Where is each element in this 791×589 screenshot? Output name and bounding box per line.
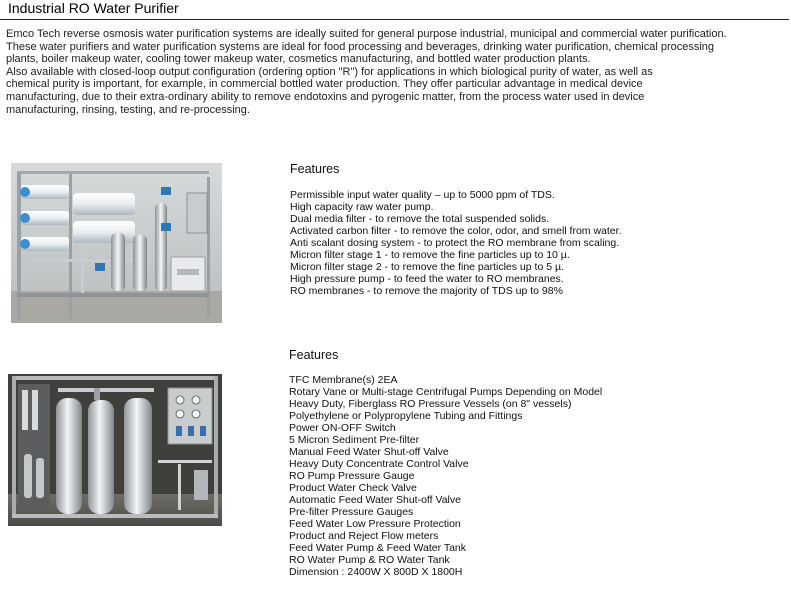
intro-line: Also available with closed-loop output configuration (ordering option "R") for applications in which biological purity of water, as well as [6, 65, 653, 78]
list-item: High capacity raw water pump. [290, 201, 434, 213]
list-item: Manual Feed Water Shut-off Valve [289, 446, 449, 458]
list-item: Power ON-OFF Switch [289, 422, 396, 434]
page-title: Industrial RO Water Purifier [8, 0, 179, 16]
features-heading: Features [289, 348, 339, 362]
intro-line: chemical purity is important, for example, in commercial bottled water production. They offer particular advantage in medical device [6, 78, 643, 91]
intro-line: plants, boiler makeup water, cooling tower makeup water, cosmetics manufacturing, and bottled water production plants. [6, 53, 591, 66]
list-item: Dual media filter - to remove the total suspended solids. [290, 213, 550, 225]
intro-paragraph [6, 28, 786, 116]
list-item: RO membranes - to remove the majority of TDS up to 98% [290, 285, 563, 297]
list-item: Automatic Feed Water Shut-off Valve [289, 494, 461, 506]
features-list [289, 374, 602, 578]
list-item: Product Water Check Valve [289, 482, 417, 494]
features-section [290, 162, 621, 297]
intro-line: manufacturing, due to their extra-ordinary ability to remove endotoxins and pyrogenic matter, from the process water used in device [6, 90, 645, 103]
list-item: High pressure pump - to feed the water to RO membranes. [290, 273, 564, 285]
list-item: Feed Water Low Pressure Protection [289, 518, 461, 530]
features-section [289, 348, 602, 578]
features-heading: Features [290, 162, 340, 176]
intro-line: Emco Tech reverse osmosis water purification systems are ideally suited for general purpose industrial, municipal and commercial water purification. [6, 28, 727, 40]
list-item: Anti scalant dosing system - to protect the RO membrane from scaling. [290, 237, 620, 249]
list-item: RO Water Pump & RO Water Tank [289, 554, 450, 566]
list-item: Dimension : 2400W X 800D X 1800H [289, 566, 463, 578]
list-item: Pre-filter Pressure Gauges [289, 506, 414, 518]
list-item: Rotary Vane or Multi-stage Centrifugal Pumps Depending on Model [289, 386, 603, 398]
list-item: 5 Micron Sediment Pre-filter [289, 434, 420, 446]
features-list [290, 189, 621, 297]
list-item: Micron filter stage 2 - to remove the fine particles up to 5 µ. [290, 261, 564, 273]
list-item: Heavy Duty Concentrate Control Valve [289, 458, 469, 470]
intro-line: These water purifiers and water purification systems are ideal for food processing and beverages, drinking water purification, chemical processing [6, 40, 715, 53]
list-item: Micron filter stage 1 - to remove the fine particles up to 10 µ. [290, 249, 570, 261]
list-item: Feed Water Pump & Feed Water Tank [289, 542, 467, 554]
list-item: RO Pump Pressure Gauge [289, 470, 415, 482]
title-bar [0, 0, 789, 20]
list-item: Permissible input water quality – up to 5000 ppm of TDS. [290, 189, 555, 201]
list-item: Activated carbon filter - to remove the color, odor, and smell from water. [290, 225, 622, 237]
ro-skid-photo [11, 163, 222, 323]
list-item: Polyethylene or Polypropylene Tubing and Fittings [289, 410, 523, 422]
ro-unit-photo [8, 374, 222, 526]
list-item: Product and Reject Flow meters [289, 530, 439, 542]
list-item: Heavy Duty, Fiberglass RO Pressure Vessels (on 8" vessels) [289, 398, 572, 410]
list-item: TFC Membrane(s) 2EA [289, 374, 398, 386]
intro-line: manufacturing, rinsing, testing, and re-processing. [6, 103, 250, 116]
